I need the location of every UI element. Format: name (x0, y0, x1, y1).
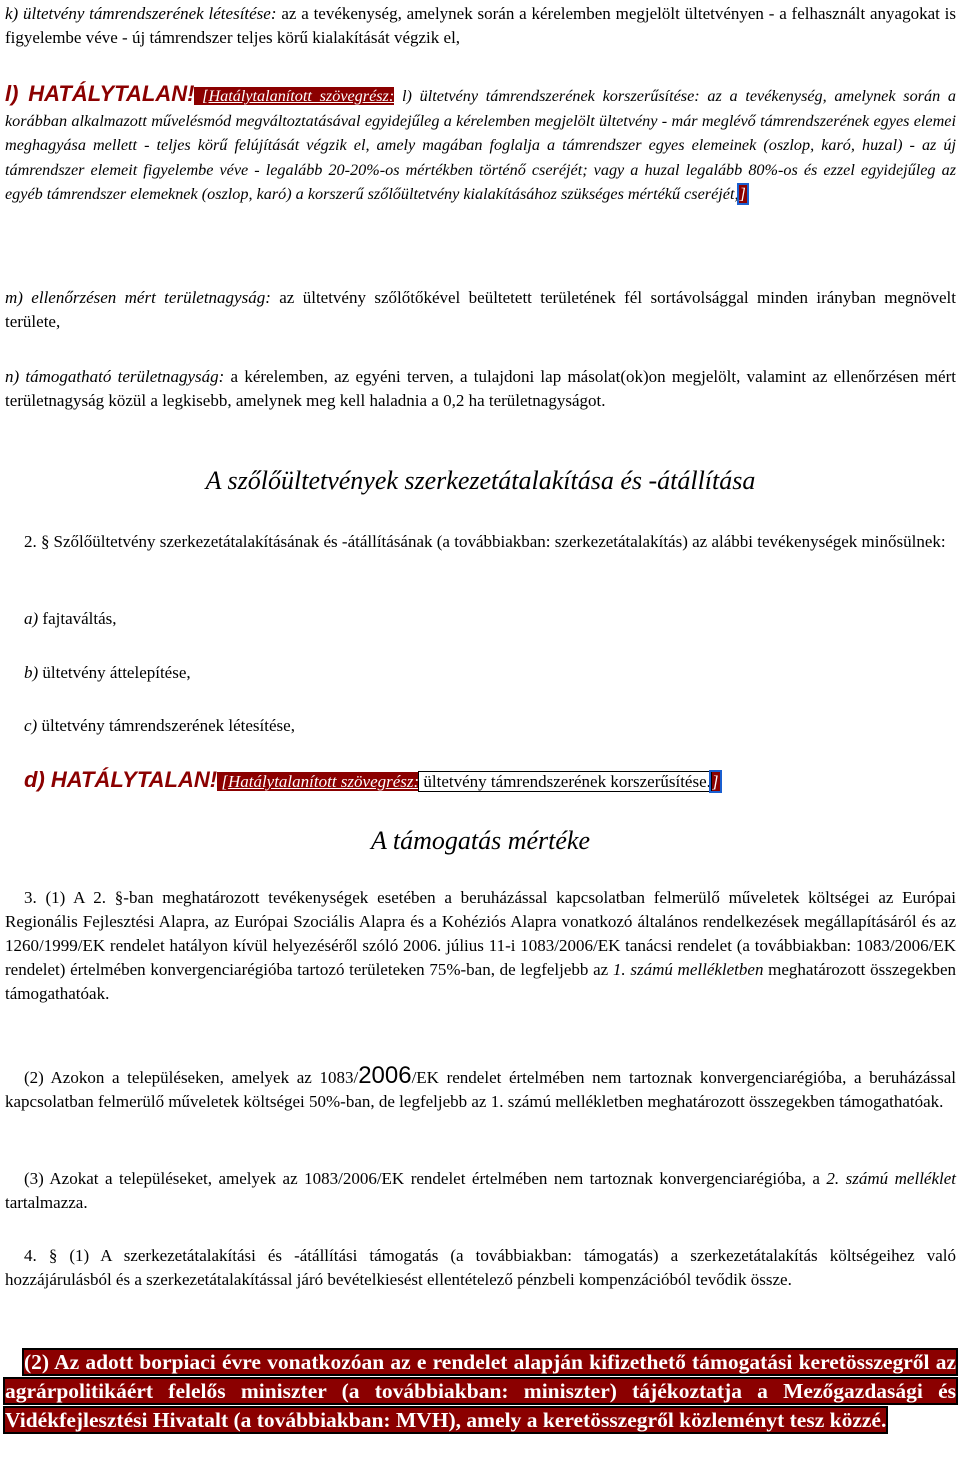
repealed-bracket-close: ] (739, 185, 746, 204)
section-3-p2-year: 2006 (358, 1062, 412, 1089)
repealed-section-label: Hatálytalanított szövegrész: (227, 772, 420, 791)
list-item-text: ültetvény áttelepítése, (38, 663, 191, 682)
section-4-paragraph-2-highlighted (5, 1348, 956, 1436)
list-item-d-repealed (24, 768, 720, 794)
section-4-p2-text: (2) Az adott borpiaci évre vonatkozóan az e rendelet alapján kifizethető támogatási keretösszegről az agrárpolitikáért felelős miniszter (a továbbiakban: miniszter) tájékoztatja a Mezőgazdasági és Vidékfejlesztési Hivatalt (a továbbiakban: MVH), amely a keretösszegről közleményt tesz közzé. (5, 1350, 956, 1433)
section-3-paragraph-3 (5, 1167, 956, 1215)
repealed-bracket-open: [ (217, 772, 228, 791)
list-item (24, 661, 191, 685)
section-4-sign[interactable]: § (48, 1246, 58, 1265)
repealed-section-label: Hatálytalanított szövegrész: (208, 87, 395, 105)
hatalytalan-d-label: d) HATÁLYTALAN! (24, 767, 218, 792)
section-heading-restructuring: A szőlőültetvények szerkezetátalakítása és -átállítása (205, 466, 756, 495)
hatalytalan-l-label: l) HATÁLYTALAN! (5, 81, 195, 106)
annex-2-reference: 2. számú melléklet (826, 1169, 957, 1188)
list-item-marker: a) (24, 609, 39, 628)
section-4-text: (1) A szerkezetátalakítási és -átállítási támogatás (a továbbiakban: támogatás) a szerkezetátalakítás költségeihez való hozzájárulásból és a szerkezetátalakítással járó bevételkiesést ellentételező pénzbeli kompenzációból tevődik össze. (5, 1246, 956, 1289)
list-item-marker: b) (24, 663, 39, 682)
repealed-section-text: ültetvény támrendszerének korszerűsítése. (419, 772, 711, 791)
definition-n (5, 365, 956, 413)
section-4-start: 4. (24, 1246, 49, 1265)
repealed-bracket-open: [ (194, 87, 209, 105)
section-heading-support-rate: A támogatás mértéke (370, 826, 591, 855)
section-3-paragraph-2 (5, 1064, 956, 1114)
section-4-paragraph-1 (5, 1244, 956, 1292)
definition-n-label: n) támogatható területnagyság: (5, 367, 225, 386)
definition-m-label: m) ellenőrzésen mért területnagyság: (5, 288, 271, 307)
definition-k-label: k) ültetvény támrendszerének létesítése: (5, 4, 277, 23)
section-3-p3-b: tartalmazza. (5, 1193, 88, 1212)
definition-n-text: a kérelemben, az egyéni terven, a tulajdoni lap másolat(ok)on megjelölt, valamint az ellenőrzésen mért területnagyság közül a legkisebb, amelynek meg kell haladnia a 0,2 ha területnagyságot. (5, 367, 956, 410)
section-2-text: Szőlőültetvény szerkezetátalakításának és -átállításának (a továbbiakban: szerkezetátalakítás) az alábbi tevékenységek minősülnek: (53, 532, 946, 551)
section-2-sign[interactable]: § (41, 532, 50, 551)
section-3-p2-b: /EK rendelet értelmében nem tartoznak konvergenciarégióba, a beruházással kapcsolatban felmerülő műveletek költségei 50%-ban, de legfeljebb az 1. számú mellékletben meghatározott összegekben támogathatóak. (5, 1068, 956, 1111)
section-3-p2-a: (2) Azokon a településeken, amelyek az 1083/ (24, 1068, 359, 1087)
list-item-marker: c) (24, 716, 38, 735)
list-item (24, 607, 117, 631)
section-2 (5, 530, 956, 554)
section-3-text-b: meghatározott összegekben támogathatóak. (5, 960, 957, 1003)
list-item-text: ültetvény támrendszerének létesítése, (37, 716, 295, 735)
list-item (24, 714, 295, 738)
section-3-start: 3. (1) A 2. (24, 888, 115, 907)
definition-k-text: az a tevékenység, amelynek során a kérelemben megjelölt ültetvényen - a felhasznált anyagokat is figyelembe véve - új támrendszer teljes körű kialakítását végzik el, (5, 4, 956, 47)
definition-m (5, 286, 956, 334)
definition-m-text: az ültetvény szőlőtőkével beültetett területének fél sortávolsággal minden irányban megnövelt területe, (5, 288, 956, 331)
section-3-text-a: -ban meghatározott tevékenységek esetében a beruházással kapcsolatban felmerülő műveletek költségei az Európai Regionális Fejlesztési Alapra, az Európai Szociális Alapra és a Kohéziós Alapra vonatkozó általános rendelkezések megállapításáról és az 1260/1999/EK rendelet hatályon kívül helyezéséről szóló 2006. július 11-i 1083/2006/EK tanácsi rendelet (a továbbiakban: 1083/2006/EK rendelet) értelmében konvergenciarégióba tartozó területeken 75%-ban, de legfeljebb az (5, 888, 956, 979)
definition-l-repealed (5, 82, 956, 207)
repealed-bracket-close: ] (711, 772, 719, 791)
section-2-number: 2. (24, 532, 37, 551)
annex-1-reference: 1. számú mellékletben (612, 960, 764, 979)
section-3-paragraph-1 (5, 886, 956, 1006)
repealed-section-text: l) ültetvény támrendszerének korszerűsítése: az a tevékenység, amelynek során a korábban alkalmazott művelésmód megváltoztatásával egyidejűleg a kérelemben megjelölt ültetvény - már meglévő támrendszerének egyes elemei meghagyása mellett - teljes körű felújítását végzik el, amely magában foglalja a támrendszer egyes elemeinek (oszlop, karó, huzal) - az új támrendszer elemeit figyelembe véve - legalább 20-20%-os mértékben történő cseréjét; vagy a huzal legalább 80%-os és ezzel egyidejűleg az egyéb támrendszer elemeknek (oszlop, karó) a korszerű szőlőültetvény kialakításához szükséges mértékű cseréjét, (5, 87, 956, 204)
list-item-text: fajtaváltás, (38, 609, 117, 628)
definition-k (5, 2, 956, 50)
section-3-p3-a: (3) Azokat a településeket, amelyek az 1083/2006/EK rendelet értelmében nem tartoznak konvergenciarégióba, a (24, 1169, 827, 1188)
section-3-sign[interactable]: § (114, 888, 124, 907)
